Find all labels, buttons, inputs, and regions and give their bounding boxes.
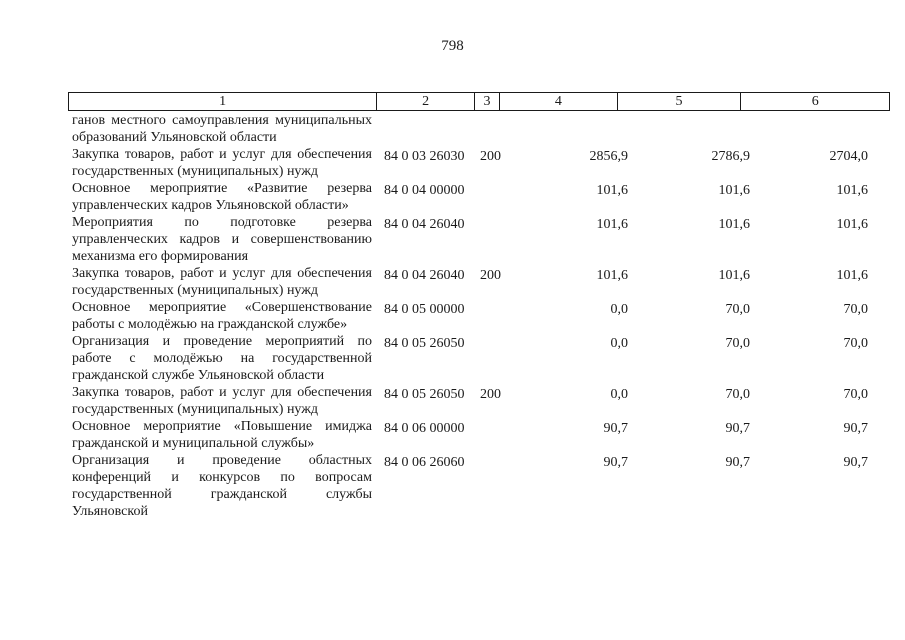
row-value-col4: 2856,9 [589,149,628,164]
row-value-col4: 101,6 [596,268,628,283]
row-code: 84 0 05 26050 [384,336,465,351]
table-header [68,92,890,111]
table-row [72,333,890,384]
row-value-col4: 90,7 [603,421,628,436]
row-name: Организация и проведение областных конференций и конкурсов по вопросам государственной гражданской службы Ульяновской [72,453,372,519]
row-code: 84 0 04 26040 [384,268,465,283]
row-value-col5: 90,7 [725,421,750,436]
row-value-col4: 0,0 [610,336,628,351]
table-row [72,299,890,333]
row-code: 84 0 05 26050 [384,387,465,402]
row-code: 84 0 04 00000 [384,183,465,198]
header-col-1: 1 [69,93,377,110]
row-value-col6 [750,112,868,146]
row-name: Закупка товаров, работ и услуг для обеспечения государственных (муниципальных) нужд [72,147,372,179]
row-name: ганов местного самоуправления муниципальных образований Ульяновской области [72,113,372,145]
row-value-col5: 90,7 [725,455,750,470]
row-value-col5 [628,112,750,146]
row-value-col6: 70,0 [843,302,868,317]
row-code: 84 0 06 26060 [384,455,465,470]
row-value-col4: 101,6 [596,183,628,198]
row-value-col4 [506,112,628,146]
table-body [72,112,890,520]
header-col-5: 5 [618,93,742,110]
row-value-col5: 70,0 [725,387,750,402]
row-name: Основное мероприятие «Повышение имиджа гражданской и муниципальной службы» [72,419,372,451]
row-value-col4: 0,0 [610,302,628,317]
row-value-col6: 70,0 [843,336,868,351]
row-value-col6: 101,6 [836,268,868,283]
row-value-col6: 90,7 [843,421,868,436]
row-name: Мероприятия по подготовке резерва управленческих кадров и совершенствованию механизма его формирования [72,215,372,264]
header-col-3: 3 [475,93,500,110]
row-value-col4: 0,0 [610,387,628,402]
row-value-col4: 90,7 [603,455,628,470]
table-row [72,418,890,452]
row-type [480,180,506,214]
row-type [480,299,506,333]
header-col-2: 2 [377,93,475,110]
row-value-col5: 101,6 [718,183,750,198]
row-name: Закупка товаров, работ и услуг для обеспечения государственных (муниципальных) нужд [72,266,372,298]
header-col-6: 6 [811,94,819,109]
table-row [72,146,890,180]
row-name: Закупка товаров, работ и услуг для обеспечения государственных (муниципальных) нужд [72,385,372,417]
row-value-col6: 70,0 [843,387,868,402]
row-value-col5: 101,6 [718,217,750,232]
row-value-col6: 101,6 [836,217,868,232]
row-type [480,452,506,520]
table-row [72,452,890,520]
row-type: 200 [480,268,501,283]
page-number: 798 [441,38,464,54]
table-row [72,384,890,418]
row-code: 84 0 06 00000 [384,421,465,436]
row-code: 84 0 03 26030 [384,149,465,164]
row-code: 84 0 05 00000 [384,302,465,317]
row-value-col4: 101,6 [596,217,628,232]
table-row [72,265,890,299]
row-type [480,112,506,146]
row-value-col5: 70,0 [725,302,750,317]
row-value-col5: 2786,9 [711,149,750,164]
table-row [72,214,890,265]
row-value-col6: 2704,0 [829,149,868,164]
row-value-col5: 101,6 [718,268,750,283]
row-code [384,112,480,146]
row-type [480,333,506,384]
row-name: Организация и проведение мероприятий по работе с молодёжью на государственной гражданской службе Ульяновской области [72,334,372,383]
table-row [72,180,890,214]
table-row [72,112,890,146]
row-name: Основное мероприятие «Совершенствование работы с молодёжью на гражданской службе» [72,300,372,332]
row-type [480,214,506,265]
row-type [480,418,506,452]
row-value-col6: 101,6 [836,183,868,198]
row-name: Основное мероприятие «Развитие резерва управленческих кадров Ульяновской области» [72,181,372,213]
row-type: 200 [480,149,501,164]
row-type: 200 [480,387,501,402]
row-code: 84 0 04 26040 [384,217,465,232]
header-col-4: 4 [500,93,618,110]
row-value-col6: 90,7 [843,455,868,470]
row-value-col5: 70,0 [725,336,750,351]
